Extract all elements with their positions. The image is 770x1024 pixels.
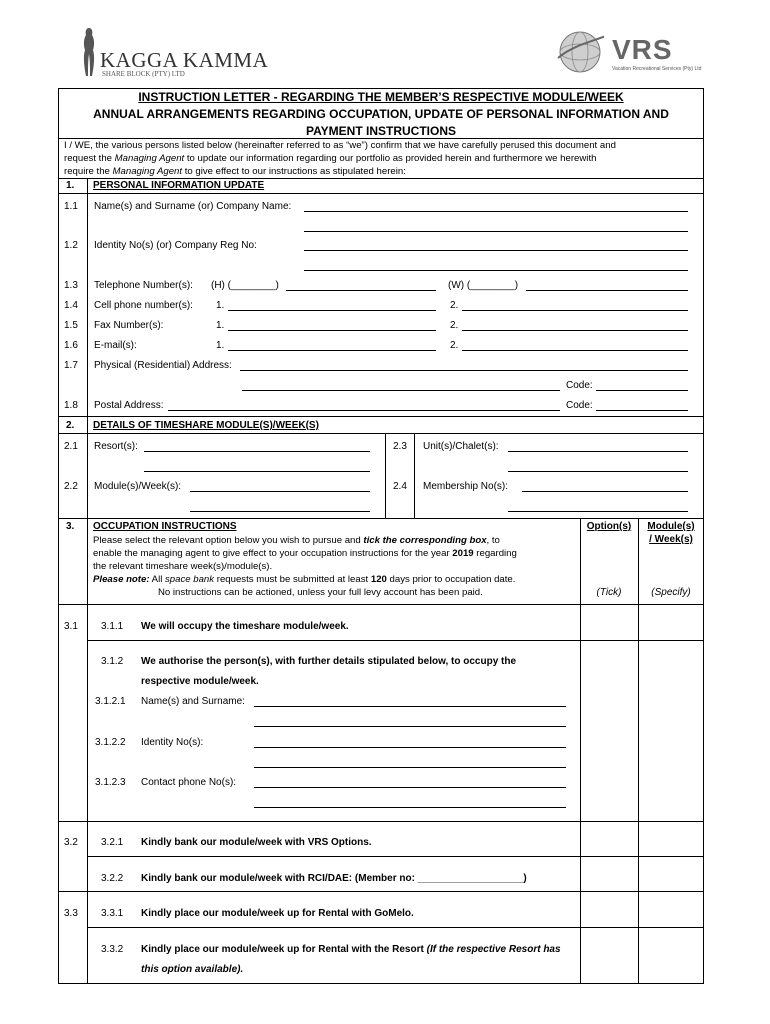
intro-line1: I / WE, the various persons listed below (hereinafter referred to as “we”) confirm that we have carefully perused this document and xyxy=(64,140,616,151)
identity-field-2[interactable] xyxy=(304,270,688,271)
title-line2: ANNUAL ARRANGEMENTS REGARDING OCCUPATION, UPDATE OF PERSONAL INFORMATION AND xyxy=(93,107,669,121)
r12-num: 1.2 xyxy=(64,240,78,251)
identity-field[interactable] xyxy=(304,250,688,251)
title-line3: PAYMENT INSTRUCTIONS xyxy=(305,124,456,138)
s2-num: 2. xyxy=(66,420,75,431)
module-field[interactable] xyxy=(190,491,370,492)
module-box-311[interactable] xyxy=(639,605,703,640)
option-box-321[interactable] xyxy=(581,822,638,856)
figure-icon xyxy=(78,26,100,78)
cell-field-1[interactable] xyxy=(228,310,436,311)
s2-bottom xyxy=(58,518,704,519)
col-module-header-1: Module(s) xyxy=(647,521,695,532)
r16-num: 1.6 xyxy=(64,340,78,351)
s2-numcol-divider xyxy=(87,416,88,518)
intro-divider xyxy=(58,178,704,179)
r311-num: 3.1.1 xyxy=(101,621,124,632)
r15-1: 1. xyxy=(216,320,225,331)
r14-num: 1.4 xyxy=(64,300,78,311)
r17-label: Physical (Residential) Address: xyxy=(94,360,232,371)
r22-label: Module(s)/Week(s): xyxy=(94,481,182,492)
module-field-2[interactable] xyxy=(190,511,370,512)
r332-num: 3.3.2 xyxy=(101,944,124,955)
auth-phone-field-2[interactable] xyxy=(254,807,566,808)
r16-label: E-mail(s): xyxy=(94,340,137,351)
r322-num: 3.2.2 xyxy=(101,873,124,884)
tick-hint: (Tick) xyxy=(596,587,622,598)
r14-1: 1. xyxy=(216,300,225,311)
r321-num: 3.2.1 xyxy=(101,837,124,848)
s1-heading-divider xyxy=(58,193,704,194)
r3121-num: 3.1.2.1 xyxy=(95,696,126,707)
r311-text: We will occupy the timeshare module/week. xyxy=(141,621,349,632)
r3122-num: 3.1.2.2 xyxy=(95,737,126,748)
col-module-header-2: / Week(s) xyxy=(649,534,693,545)
r24-label: Membership No(s): xyxy=(423,481,509,492)
s2-heading: DETAILS OF TIMESHARE MODULE(S)/WEEK(S) xyxy=(93,420,319,431)
auth-phone-field[interactable] xyxy=(254,787,566,788)
s2-heading-divider xyxy=(58,433,704,434)
s3-heading: OCCUPATION INSTRUCTIONS xyxy=(93,521,237,532)
col-option-header: Option(s) xyxy=(586,521,632,532)
r33-num: 3.3 xyxy=(64,908,78,919)
physical-address-field[interactable] xyxy=(240,370,688,371)
title-divider xyxy=(58,138,704,139)
r12-label: Identity No(s) (or) Company Reg No: xyxy=(94,240,257,251)
email-field-1[interactable] xyxy=(228,350,436,351)
r23-label: Unit(s)/Chalet(s): xyxy=(423,441,499,452)
option-box-331[interactable] xyxy=(581,892,638,927)
r24-num: 2.4 xyxy=(393,481,407,492)
r331-num: 3.3.1 xyxy=(101,908,124,919)
r13-work: (W) (________) xyxy=(448,280,519,291)
physical-address-field-2[interactable] xyxy=(242,390,560,391)
r13-home: (H) (________) xyxy=(211,280,279,291)
r21-label: Resort(s): xyxy=(94,441,138,452)
r15-num: 1.5 xyxy=(64,320,78,331)
frame-bottom xyxy=(58,983,704,984)
s1-bottom xyxy=(58,416,704,417)
option-box-332[interactable] xyxy=(581,928,638,983)
r13-num: 1.3 xyxy=(64,280,78,291)
r18-label: Postal Address: xyxy=(94,400,164,411)
r332-text-2: this option available). xyxy=(141,964,244,975)
r16-2: 2. xyxy=(450,340,459,351)
r3121-label: Name(s) and Surname: xyxy=(141,696,245,707)
name-field-2[interactable] xyxy=(304,231,688,232)
unit-field-2[interactable] xyxy=(508,471,688,472)
r23-num: 2.3 xyxy=(393,441,407,452)
resort-field[interactable] xyxy=(144,451,370,452)
left-logo-sub: SHARE BLOCK (PTY) LTD xyxy=(102,70,185,78)
auth-name-field[interactable] xyxy=(254,706,566,707)
s2-mid-right xyxy=(414,433,415,518)
r321-text: Kindly bank our module/week with VRS Options. xyxy=(141,837,372,848)
title-line1: INSTRUCTION LETTER - REGARDING THE MEMBER’S RESPECTIVE MODULE/WEEK xyxy=(138,90,624,104)
unit-field[interactable] xyxy=(508,451,688,452)
r18-num: 1.8 xyxy=(64,400,78,411)
s1-numcol-divider xyxy=(87,178,88,416)
r3123-label: Contact phone No(s): xyxy=(141,777,237,788)
r14-2: 2. xyxy=(450,300,459,311)
frame-left xyxy=(58,88,59,984)
r312-text1: We authorise the person(s), with further details stipulated below, to occupy the xyxy=(141,656,517,667)
resort-field-2[interactable] xyxy=(144,471,370,472)
s3-para1: Please select the relevant option below you wish to pursue and tick the corresponding box, to xyxy=(93,535,500,546)
r11-label: Name(s) and Surname (or) Company Name: xyxy=(94,201,292,212)
auth-id-field-2[interactable] xyxy=(254,767,566,768)
fax-field-2[interactable] xyxy=(462,330,688,331)
s1-heading: PERSONAL INFORMATION UPDATE xyxy=(93,180,265,191)
work-phone-field[interactable] xyxy=(526,290,688,291)
globe-icon xyxy=(556,28,604,76)
r322-text: Kindly bank our module/week with RCI/DAE: (Member no: ___________________) xyxy=(141,873,527,884)
membership-field[interactable] xyxy=(522,491,688,492)
r32-num: 3.2 xyxy=(64,837,78,848)
auth-name-field-2[interactable] xyxy=(254,726,566,727)
left-logo-name: KAGGA KAMMA xyxy=(100,48,269,72)
name-field[interactable] xyxy=(304,211,688,212)
r18-code: Code: xyxy=(566,400,593,411)
s3-para4: Please note: All space bank requests must be submitted at least 120 days prior to occupation date. xyxy=(93,574,516,585)
membership-field-2[interactable] xyxy=(508,511,688,512)
r15-label: Fax Number(s): xyxy=(94,320,164,331)
s3-numcol-divider xyxy=(87,518,88,983)
r312-text2: respective module/week. xyxy=(141,676,259,687)
option-box-311[interactable] xyxy=(581,605,638,640)
r21-num: 2.1 xyxy=(64,441,78,452)
specify-hint: (Specify) xyxy=(651,587,691,598)
intro-line3: require the Managing Agent to give effect to our instructions as stipulated herein: xyxy=(64,166,406,177)
r11-num: 1.1 xyxy=(64,201,78,212)
intro-line2: request the Managing Agent to update our information regarding our portfolio as provided herein and furthermore we herewith xyxy=(64,153,597,164)
r31-num: 3.1 xyxy=(64,621,78,632)
r3122-label: Identity No(s): xyxy=(141,737,204,748)
r15-2: 2. xyxy=(450,320,459,331)
r16-1: 1. xyxy=(216,340,225,351)
s3-num: 3. xyxy=(66,521,75,532)
s3-para3: the relevant timeshare week(s)/module(s). xyxy=(93,561,273,572)
r331-text: Kindly place our module/week up for Rental with GoMelo. xyxy=(141,908,414,919)
s1-num: 1. xyxy=(66,180,75,191)
r17-num: 1.7 xyxy=(64,360,78,371)
frame-top xyxy=(58,88,704,89)
r3123-num: 3.1.2.3 xyxy=(95,777,126,788)
r17-code: Code: xyxy=(566,380,593,391)
s2-mid-left xyxy=(385,433,386,518)
r312-num: 3.1.2 xyxy=(101,656,124,667)
s3-para2: enable the managing agent to give effect to your occupation instructions for the year 2019 regarding xyxy=(93,548,517,559)
r14-label: Cell phone number(s): xyxy=(94,300,193,311)
r22-num: 2.2 xyxy=(64,481,78,492)
cell-field-2[interactable] xyxy=(462,310,688,311)
r13-label: Telephone Number(s): xyxy=(94,280,193,291)
fax-field-1[interactable] xyxy=(228,330,436,331)
right-logo-name: VRS xyxy=(612,34,673,65)
r311-divider xyxy=(88,640,704,641)
kagga-kamma-logo xyxy=(78,26,278,82)
home-phone-field[interactable] xyxy=(286,290,436,291)
r332-text-1: Kindly place our module/week up for Rental with the Resort (If the respective Resort has xyxy=(141,944,561,955)
postal-code-field[interactable] xyxy=(596,410,688,411)
vrs-logo xyxy=(556,26,706,82)
s3-para5: No instructions can be actioned, unless your full levy account has been paid. xyxy=(158,587,483,598)
right-logo-sub: Vacation Recreational Services (Pty) Ltd xyxy=(612,66,702,72)
physical-code-field[interactable] xyxy=(596,390,688,391)
option-box-322[interactable] xyxy=(581,857,638,891)
auth-id-field[interactable] xyxy=(254,747,566,748)
postal-address-field[interactable] xyxy=(168,410,560,411)
email-field-2[interactable] xyxy=(462,350,688,351)
